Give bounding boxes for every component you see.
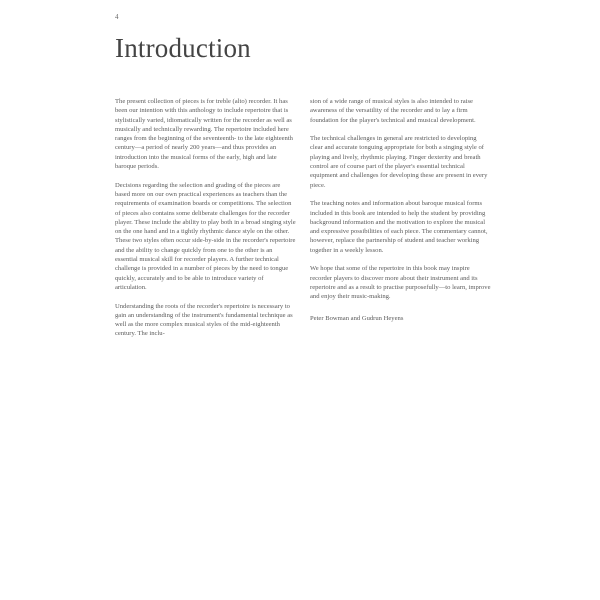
paragraph-intro: The present collection of pieces is for treble (alto) recorder. It has been our intention with this anthology to include repertoire that is stylistically varied, idiomatically written for the recorder as well as musically and technically rewarding. The repertoire included here ranges from the beginning of the seventeenth- to the late eighteenth century—a period of nearly 200 years—and thus provides an introduction into the musical forms of the early, high and late baroque periods. <box>115 98 293 171</box>
paragraph-technical: The technical challenges in general are restricted to developing clear and accurate tonguing appropriate for both a singing style of playing and lively, rhythmic playing. Finger dexterity and breath control are of course part of the player's essential technical equipment and challenges for developing these are present in every piece. <box>310 135 488 189</box>
paragraph-teaching-notes: The teaching notes and information about baroque musical forms included in this book are intended to help the student by providing background information and the motivation to explore the musical and expressive possibilities of each piece. The commentary cannot, however, replace the partnership of student and teacher working together in a weekly lesson. <box>310 200 488 254</box>
page-title: Introduction <box>115 33 251 63</box>
paragraph-selection: Decisions regarding the selection and grading of the pieces are based more on our own practical experiences as teachers than the requirements of examination boards or competitions. The selection of pieces also contains some deliberate challenges for the recorder player. These include the ability to play both in a broad singing style on the one hand and in a tightly rhythmic dance style on the other. These two styles often occur side-by-side in the recorder's repertoire and the ability to change quickly from one to the other is an essential musical skill for recorder players. A further technical challenge is provided in a number of pieces by the need to tongue quickly, accurately and to be able to introduce variety of articulation. <box>115 181 296 291</box>
left-text-column <box>115 97 296 348</box>
paragraph-hope: We hope that some of the repertoire in this book may inspire recorder players to discover more about their instrument and its repertoire and as a result to practise purposefully—to learn, improve and enjoy their music-making. <box>310 265 491 301</box>
paragraph-roots: Understanding the roots of the recorder's repertoire is necessary to gain an understanding of the instrument's fundamental technique as well as the more complex musical styles of the mid-eighteenth century. The inclu- <box>115 302 293 338</box>
paragraph-continuation: sion of a wide range of musical styles is also intended to raise awareness of the versatility of the recorder and to lay a firm foundation for the player's technical and musical development. <box>310 98 476 124</box>
author-signature: Peter Bowman and Gudrun Heyens <box>310 314 404 322</box>
right-text-column <box>310 97 491 332</box>
page-number: 4 <box>115 13 119 21</box>
